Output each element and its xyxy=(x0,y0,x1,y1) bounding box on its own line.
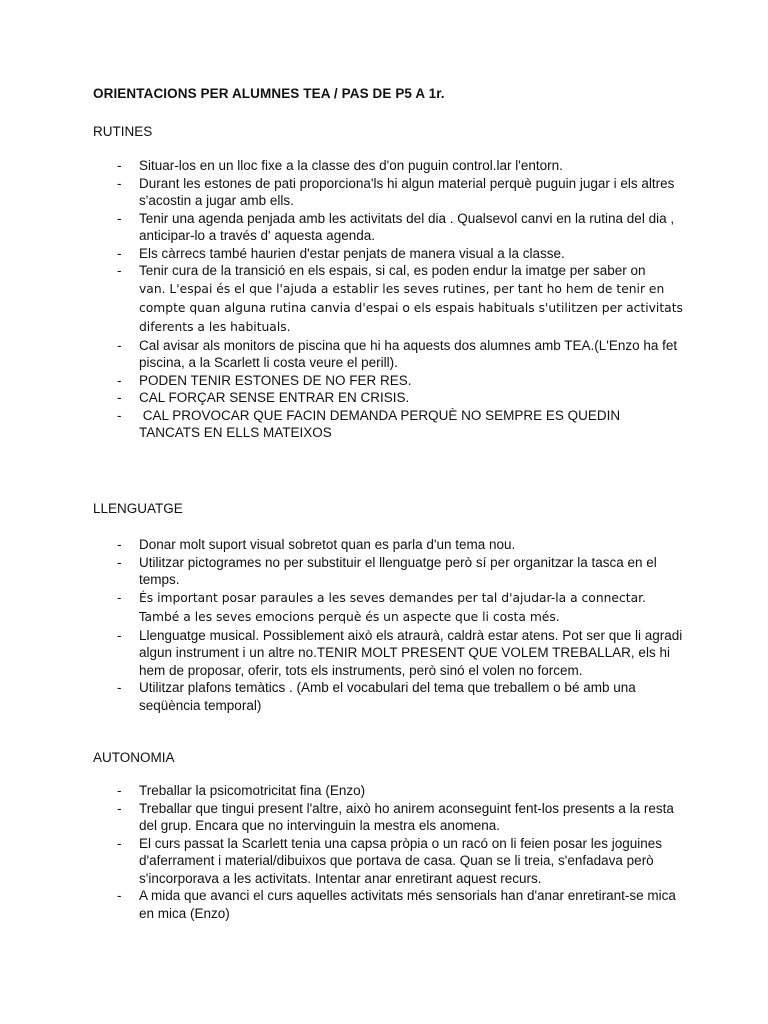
list-item: - CAL PROVOCAR QUE FACIN DEMANDA PERQUÈ NO SEMPRE ES QUEDIN TANCATS EN ELLS MATEIXOS xyxy=(93,407,683,442)
section-heading-rutines: RUTINES xyxy=(93,124,153,139)
list-item: - El curs passat la Scarlett tenia una capsa pròpia o un racó on li feien posar les joguines d'aferrament i material/dibuixos que portava de casa. Quan se li treia, s'enfadava però s'incorporava a les activitats. Intentar anar enretirant aquest recurs. xyxy=(93,835,683,888)
list-item: - Durant les estones de pati proporciona'ls hi algun material perquè puguin jugar i els altres s'acostin a jugar amb ells. xyxy=(93,175,683,210)
list-item: - Tenir una agenda penjada amb les activitats del dia . Qualsevol canvi en la rutina del dia , anticipar-lo a través d' aquesta agenda. xyxy=(93,210,683,245)
llenguatge-list xyxy=(93,536,683,714)
list-item: - Utilitzar plafons temàtics . (Amb el vocabulari del tema que treballem o bé amb una seqüència temporal) xyxy=(93,679,683,714)
list-item: - Els càrrecs també haurien d'estar penjats de manera visual a la classe. xyxy=(93,245,683,263)
list-item: - És important posar paraules a les seves demandes per tal d'ajudar-la a connectar. També a les seves emocions perquè és un aspecte que li costa més. xyxy=(93,589,683,627)
list-item xyxy=(93,262,683,337)
list-item: - Utilitzar pictogrames no per substituir el llenguatge però sí per organitzar la tasca en el temps. xyxy=(93,554,683,589)
section-heading-autonomia: AUTONOMIA xyxy=(93,750,175,765)
list-item: - Llenguatge musical. Possiblement això els atraurà, caldrà estar atens. Pot ser que li agradi algun instrument i un altre no.TENIR MOLT PRESENT QUE VOLEM TREBALLAR, els hi hem de proposar, oferir, tots els instruments, però sinó el volen no forcem. xyxy=(93,627,683,680)
document-title: ORIENTACIONS PER ALUMNES TEA / PAS DE P5 A 1r. xyxy=(93,86,445,101)
list-item: - A mida que avanci el curs aquelles activitats més sensorials han d'anar enretirant-se mica en mica (Enzo) xyxy=(93,887,683,922)
rutines-list xyxy=(93,157,683,442)
list-item-text: Tenir cura de la transició en els espais, si cal, es poden endur la imatge per saber on xyxy=(139,263,646,278)
list-item: - Treballar que tingui present l'altre, això ho anirem aconseguint fent-los presents a la resta del grup. Encara que no intervinguin la mestra els anomena. xyxy=(93,800,683,835)
list-item-text: van. L'espai és el que l'ajuda a establir les seves rutines, per tant ho hem de tenir en compte quan alguna rutina canvia d'espai o els espais habituals s'utilitzen per activitats diferents a les habituals. xyxy=(139,281,683,334)
section-heading-llenguatge: LLENGUATGE xyxy=(93,501,183,516)
list-item: - Donar molt suport visual sobretot quan es parla d'un tema nou. xyxy=(93,536,683,554)
list-item: - PODEN TENIR ESTONES DE NO FER RES. xyxy=(93,372,683,390)
list-item: - Situar-los en un lloc fixe a la classe des d'on puguin control.lar l'entorn. xyxy=(93,157,683,175)
autonomia-list xyxy=(93,782,683,922)
list-item: - Cal avisar als monitors de piscina que hi ha aquests dos alumnes amb TEA.(L'Enzo ha fet piscina, a la Scarlett li costa veure el perill). xyxy=(93,337,683,372)
list-item: - Treballar la psicomotricitat fina (Enzo) xyxy=(93,782,683,800)
list-item: - CAL FORÇAR SENSE ENTRAR EN CRISIS. xyxy=(93,389,683,407)
